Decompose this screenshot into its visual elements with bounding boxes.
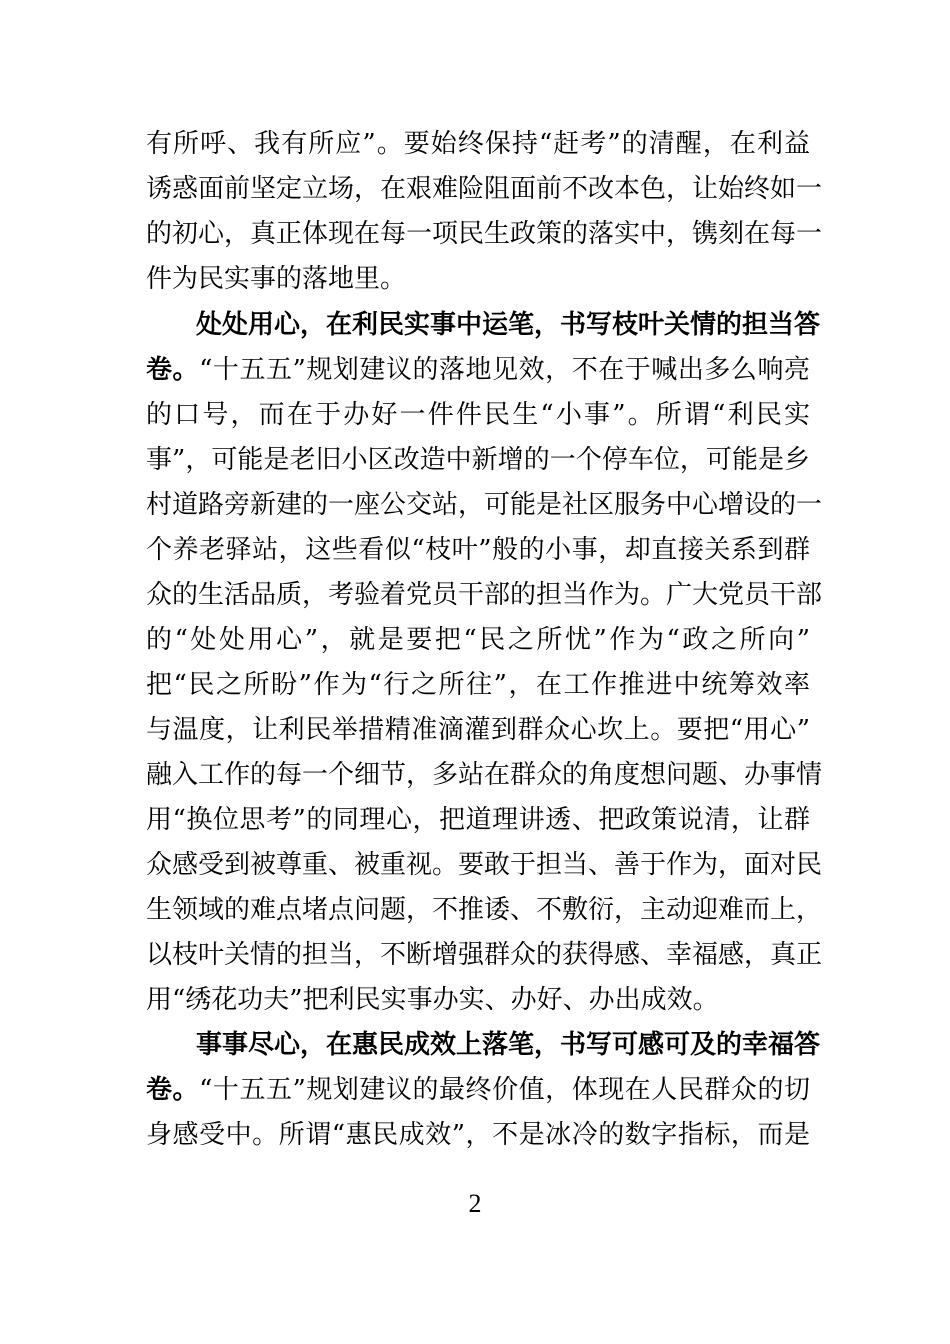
text-span: “十五五”规划建议的最终价值，体现在人民群众的切	[199, 1075, 810, 1105]
text-line: 个养老驿站，这些看似“枝叶”般的小事，却直接关系到群	[146, 535, 810, 565]
text-line: 用“绣花功夫”把利民实事办实、办好、办出成效。	[146, 985, 719, 1015]
text-line: 众的生活品质，考验着党员干部的担当作为。广大党员干部	[146, 580, 823, 610]
text-line: 村道路旁新建的一座公交站，可能是社区服务中心增设的一	[146, 490, 823, 520]
text-line: 的初心，真正体现在每一项民生政策的落实中，镌刻在每一	[146, 219, 823, 249]
text-line: 身感受中。所谓“惠民成效”，不是冰冷的数字指标，而是	[146, 1120, 810, 1150]
text-line	[146, 348, 810, 392]
text-line: 把“民之所盼”作为“行之所往”，在工作推进中统筹效率	[146, 670, 810, 700]
page-number: 2	[468, 1189, 482, 1218]
text-span: “十五五”规划建议的落地见效，不在于喊出多么响亮	[199, 355, 810, 385]
text-line: 与温度，让利民举措精准滴灌到群众心坎上。要把“用心”	[146, 715, 810, 745]
text-line: 有所呼、我有所应”。要始终保持“赶考”的清醒，在利益	[146, 129, 810, 159]
text-line	[146, 1068, 810, 1112]
section-heading-tail: 卷。	[146, 1075, 200, 1105]
text-line: 诱惑面前坚定立场，在艰难险阻面前不改本色，让始终如一	[146, 174, 823, 204]
text-line: 事”，可能是老旧小区改造中新增的一个停车位，可能是乡	[146, 445, 810, 475]
section-heading: 事事尽心，在惠民成效上落笔，书写可感可及的幸福答	[196, 1030, 821, 1060]
section-heading-tail: 卷。	[146, 355, 200, 385]
text-line: 融入工作的每一个细节，多站在群众的角度想问题、办事情	[146, 760, 823, 790]
text-line: 的“处处用心”，就是要把“民之所忧”作为“政之所向”	[146, 625, 810, 655]
text-line: 生领域的难点堵点问题，不推诿、不敷衍，主动迎难而上，	[146, 895, 823, 925]
text-line: 用“换位思考”的同理心，把道理讲透、把政策说清，让群	[146, 805, 810, 835]
section-heading: 处处用心，在利民实事中运笔，书写枝叶关情的担当答	[196, 310, 821, 340]
text-line: 众感受到被尊重、被重视。要敢于担当、善于作为，面对民	[146, 850, 823, 880]
text-line: 以枝叶关情的担当，不断增强群众的获得感、幸福感，真正	[146, 940, 823, 970]
text-line: 件为民实事的落地里。	[146, 264, 407, 294]
text-line: 的口号，而在于办好一件件民生“小事”。所谓“利民实	[146, 400, 810, 430]
